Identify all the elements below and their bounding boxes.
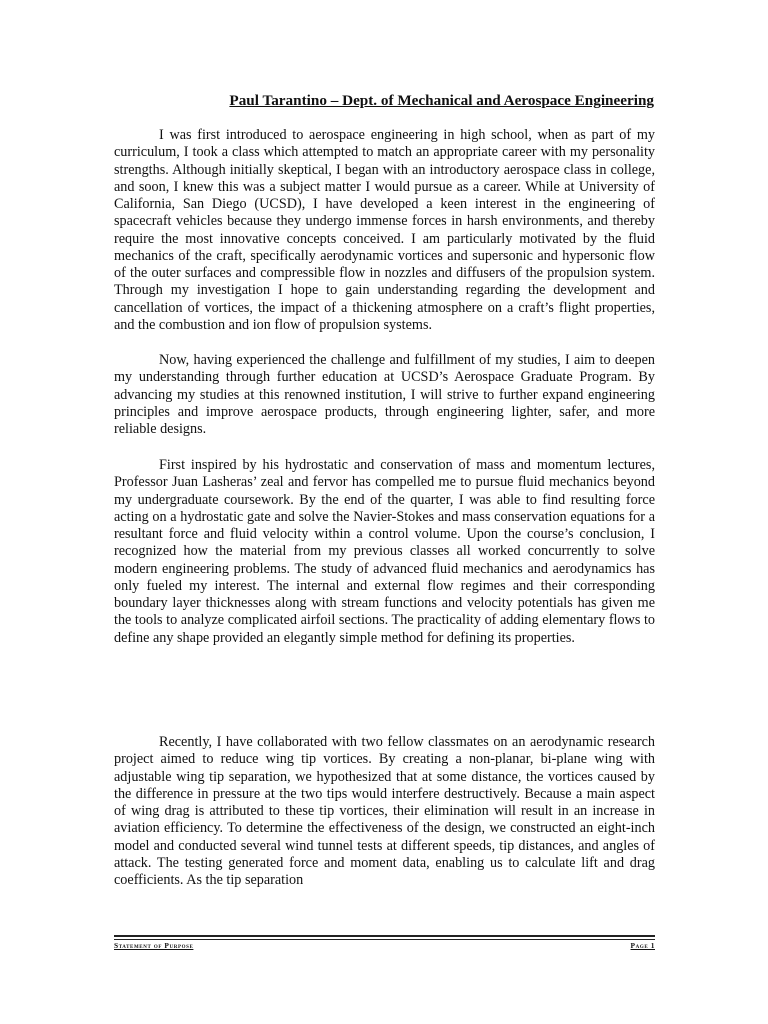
body-paragraph-1: I was first introduced to aerospace engineering in high school, when as part of my curriculum, I took a class which attempted to match an appropriate career with my personality strengths. Although initially skeptical, I began with an introductory aerospace class in college, and soon, I knew this was a subject matter I would pursue as a career. While at University of California, San Diego (UCSD), I have developed a keen interest in the engineering of spacecraft vehicles because they undergo immense forces in harsh environments, and thereby require the most innovative concepts conceived. I am particularly motivated by the fluid mechanics of the craft, specifically aerodynamic vortices and supersonic and hypersonic flow of the outer surfaces and compressible flow in nozzles and diffusers of the propulsion system. Through my investigation I hope to gain understanding regarding the development and cancellation of vortices, the impact of a thickening atmosphere on a craft’s flight properties, and the combustion and ion flow of propulsion systems. bbox=[114, 127, 655, 333]
body-paragraph-3: First inspired by his hydrostatic and conservation of mass and momentum lectures, Professor Juan Lasheras’ zeal and fervor has compelled me to pursue fluid mechanics beyond my undergraduate coursework. By the end of the quarter, I was able to find resulting force acting on a hydrostatic gate and solve the Navier-Stokes and mass conservation equations for a resultant force and fluid velocity within a control volume. Upon the course’s conclusion, I recognized how the material from my previous classes all worked concurrently to solve modern engineering problems. The study of advanced fluid mechanics and aerodynamics has only fueled my interest. The internal and external flow regimes and their corresponding boundary layer thicknesses along with stream functions and velocity potentials has given me the tools to analyze complicated airfoil sections. The practicality of adding elementary flows to define any shape provided an elegantly simple method for defining its properties. bbox=[114, 457, 655, 646]
page-title: Paul Tarantino – Dept. of Mechanical and Aerospace Engineering bbox=[229, 92, 654, 109]
footer-document-label: Statement of Purpose bbox=[114, 941, 194, 950]
footer-divider bbox=[114, 935, 655, 940]
body-paragraph-2: Now, having experienced the challenge and fulfillment of my studies, I aim to deepen my understanding through further education at UCSD’s Aerospace Graduate Program. By advancing my studies at this renowned institution, I will strive to further expand engineering principles and improve aerospace products, through engineering lighter, safer, and more reliable designs. bbox=[114, 352, 655, 437]
body-paragraph-4: Recently, I have collaborated with two fellow classmates on an aerodynamic research project aimed to reduce wing tip vortices. By creating a non-planar, bi-plane wing with adjustable wing tip separation, we hypothesized that at some distance, the vortices caused by the difference in pressure at the two tips would interfere destructively. Because a main aspect of wing drag is attributed to these tip vortices, their elimination will result in an increase in aviation efficiency. To determine the effectiveness of the design, we constructed an eight-inch model and conducted several wind tunnel tests at different speeds, tip distances, and angles of attack. The testing generated force and moment data, enabling us to calculate lift and drag coefficients. As the tip separation bbox=[114, 734, 655, 888]
footer-page-number: Page 1 bbox=[630, 941, 655, 950]
